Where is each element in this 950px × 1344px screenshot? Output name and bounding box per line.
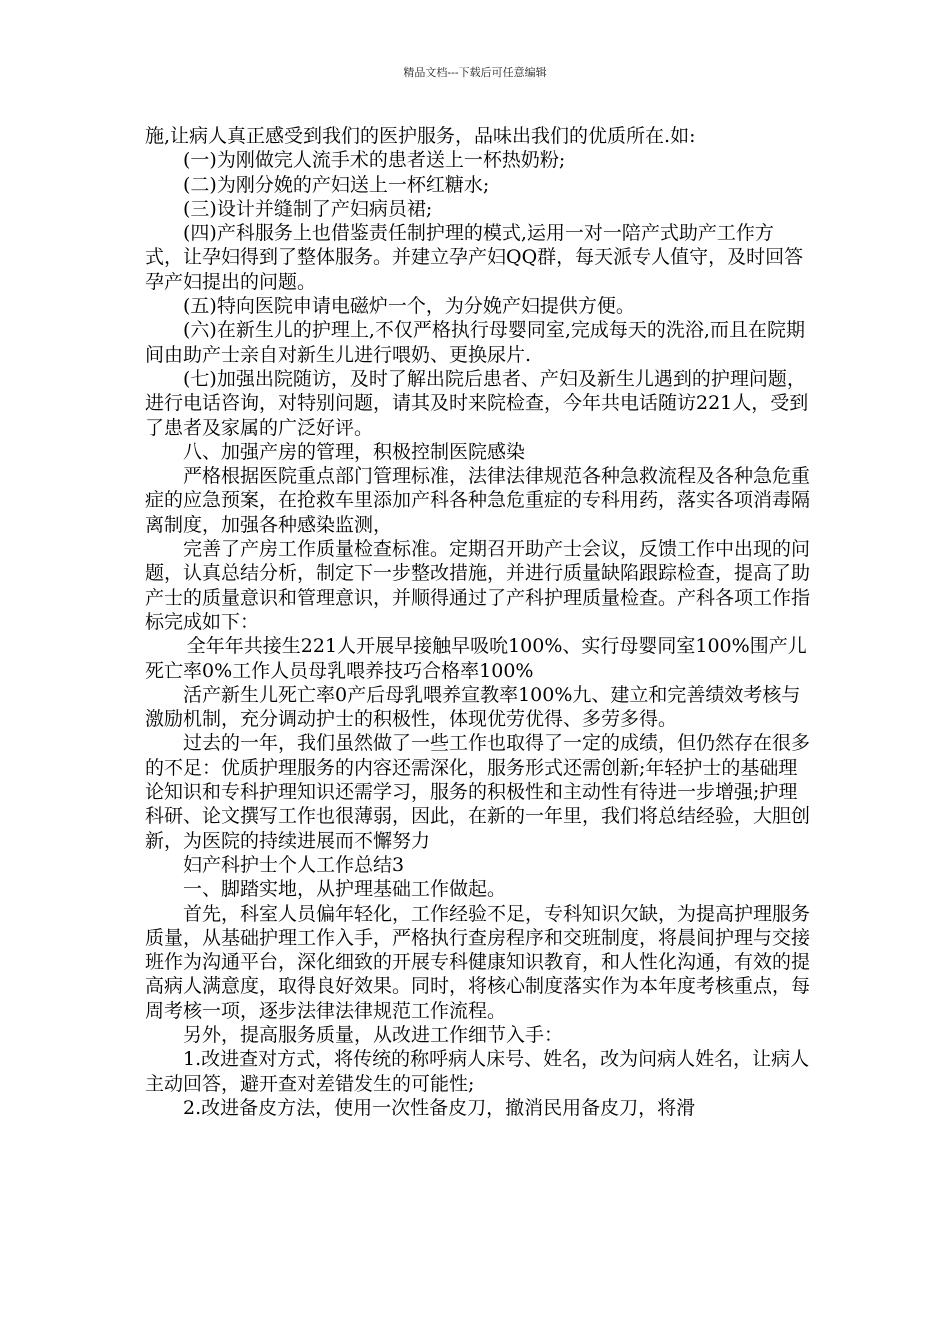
paragraph: 活产新生儿死亡率0产后母乳喂养宣教率100%九、建立和完善绩效考核与激励机制，充分调动护士的积极性，体现优劳优得、多劳多得。	[145, 683, 801, 731]
paragraph: 全年年共接生221人开展早接触早吸吮100%、实行母婴同室100%围产儿死亡率0%工作人员母乳喂养技巧合格率100%	[145, 635, 807, 682]
paragraph: (二)为刚分娩的产妇送上一杯红糖水;	[183, 173, 490, 196]
paragraph: 严格根据医院重点部门管理标准，法律法律规范各种急救流程及各种急危重症的应急预案，在抢救车里添加产科各种急危重症的专科用药，落实各项消毒隔离制度，加强各种感染监测，	[145, 465, 811, 536]
paragraph: 首先，科室人员偏年轻化，工作经验不足，专科知识欠缺，为提高护理服务质量，从基础护理工作入手，严格执行查房程序和交班制度，将晨间护理与交接班作为沟通平台，深化细致的开展专科健康知识教育，和人性化沟通，有效的提高病人满意度，取得良好效果。同时，将核心制度落实作为本年度考核重点，每周考核一项，逐步法律法律规范工作流程。	[145, 902, 811, 1022]
page-header: 精品文档---下载后可任意编辑	[403, 66, 547, 79]
paragraph: 另外，提高服务质量，从改进工作细节入手：	[183, 1023, 564, 1046]
paragraph: (三)设计并缝制了产妇病员裙;	[183, 197, 433, 220]
paragraph: 八、加强产房的管理，积极控制医院感染	[183, 440, 526, 463]
paragraph: 施,让病人真正感受到我们的医护服务，品味出我们的优质所在.如:	[145, 125, 696, 147]
paragraph: (六)在新生儿的护理上,不仅严格执行母婴同室,完成每天的洗浴,而且在院期间由助产士亲自对新生儿进行喂奶、更换尿片.	[145, 319, 805, 366]
paragraph: 完善了产房工作质量检查标准。定期召开助产士会议，反馈工作中出现的问题，认真总结分析，制定下一步整改措施，并进行质量缺陷跟踪检查，提高了助产士的质量意识和管理意识，并顺得通过了产科护理质量检查。产科各项工作指标完成如下：	[145, 538, 811, 633]
paragraph: (七)加强出院随访，及时了解出院后患者、产妇及新生儿遇到的护理问题，进行电话咨询，对特别问题，请其及时来院检查，今年共电话随访221人，受到了患者及家属的广泛好评。	[145, 367, 809, 439]
paragraph: 1.改进查对方式，将传统的称呼病人床号、姓名，改为问病人姓名，让病人主动回答，避开查对差错发生的可能性;	[145, 1048, 810, 1095]
paragraph: (四)产科服务上也借鉴责任制护理的模式,运用一对一陪产式助产工作方式，让孕妇得到了整体服务。并建立孕产妇QQ群，每天派专人值守，及时回答孕产妇提出的问题。	[145, 222, 804, 293]
paragraph: 一、脚踏实地，从护理基础工作做起。	[183, 878, 507, 901]
paragraph: 妇产科护士个人工作总结3	[183, 853, 405, 876]
paragraph: 2.改进备皮方法，使用一次性备皮刀，撤消民用备皮刀，将滑	[183, 1096, 696, 1119]
paragraph: 过去的一年，我们虽然做了一些工作也取得了一定的成绩，但仍然存在很多的不足：优质护理服务的内容还需深化，服务形式还需创新;年轻护士的基础理论知识和专科护理知识还需学习，服务的积极性和主动性有待进一步增强;护理科研、论文撰写工作也很薄弱，因此，在新的一年里，我们将总结经验，大胆创新，为医院的持续进展而不懈努力	[145, 732, 811, 852]
paragraph: (五)特向医院申请电磁炉一个，为分娩产妇提供方便。	[183, 295, 635, 318]
document-body	[145, 124, 810, 1120]
paragraph: (一)为刚做完人流手术的患者送上一杯热奶粉;	[183, 149, 566, 172]
